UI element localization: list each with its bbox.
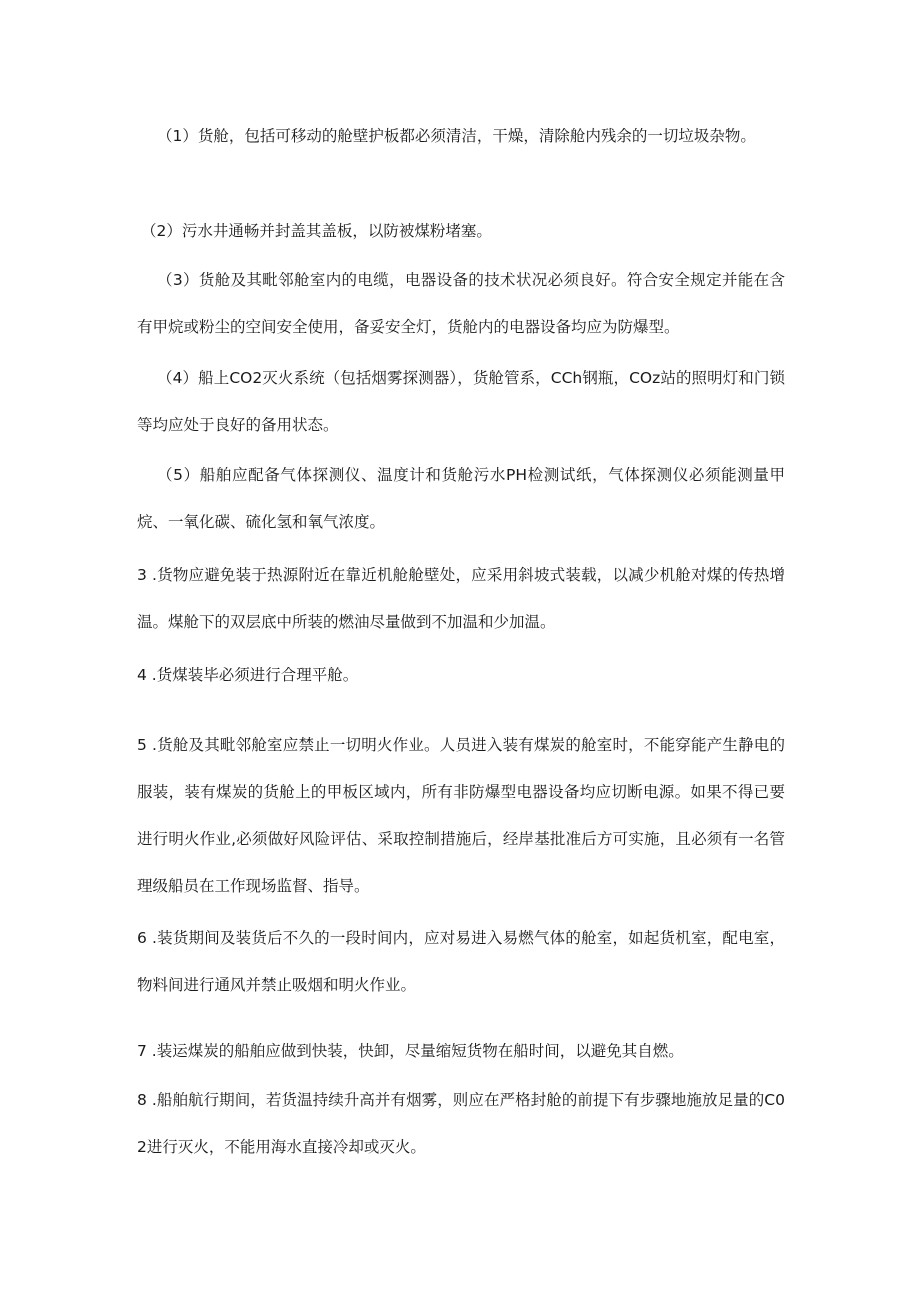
paragraph-7: 4 .货煤装毕必须进行合理平舱。: [137, 666, 359, 684]
paragraph-2: （2）污水井通畅并封盖其盖板，以防被煤粉堵塞。: [141, 222, 492, 240]
paragraph-5: （5）船舶应配备气体探测仪、温度计和货舱污水PH检测试纸，气体探测仪必须能测量甲烷、一氧化碳、硫化氢和氧气浓度。: [137, 466, 785, 531]
paragraph-8: 5 .货舱及其毗邻舱室应禁止一切明火作业。人员进入装有煤炭的舱室时，不能穿能产生静电的服装，装有煤炭的货舱上的甲板区域内，所有非防爆型电器设备均应切断电源。如果不得已要进行明火作业,必须做好风险评估、采取控制措施后，经岸基批准后方可实施，且必须有一名管理级船员在工作现场监督、指导。: [137, 736, 785, 895]
paragraph-6: 3 .货物应避免装于热源附近在靠近机舱舱壁处，应采用斜坡式装载，以减少机舱对煤的传热增温。煤舱下的双层底中所装的燃油尽量做到不加温和少加温。: [137, 566, 785, 631]
paragraph-4: （4）船上CO2灭火系统（包括烟雾探测器），货舱管系，CCh钢瓶，COz站的照明灯和门锁等均应处于良好的备用状态。: [137, 369, 785, 434]
paragraph-10: 7 .装运煤炭的船舶应做到快装，快卸，尽量缩短货物在船时间，以避免其自燃。: [137, 1042, 684, 1060]
paragraph-3: （3）货舱及其毗邻舱室内的电缆，电器设备的技术状况必须良好。符合安全规定并能在含有甲烷或粉尘的空间安全使用，备妥安全灯，货舱内的电器设备均应为防爆型。: [137, 271, 785, 336]
paragraph-1: （1）货舱，包括可移动的舱壁护板都必须清洁，干燥，清除舱内残余的一切垃圾杂物。: [157, 127, 756, 145]
paragraph-9: 6 .装货期间及装货后不久的一段时间内，应对易进入易燃气体的舱室，如起货机室，配电室，物料间进行通风并禁止吸烟和明火作业。: [137, 929, 785, 994]
paragraph-11: 8 .船舶航行期间，若货温持续升高并有烟雾，则应在严格封舱的前提下有步骤地施放足量的C02进行灭火，不能用海水直接冷却或灭火。: [137, 1091, 785, 1156]
